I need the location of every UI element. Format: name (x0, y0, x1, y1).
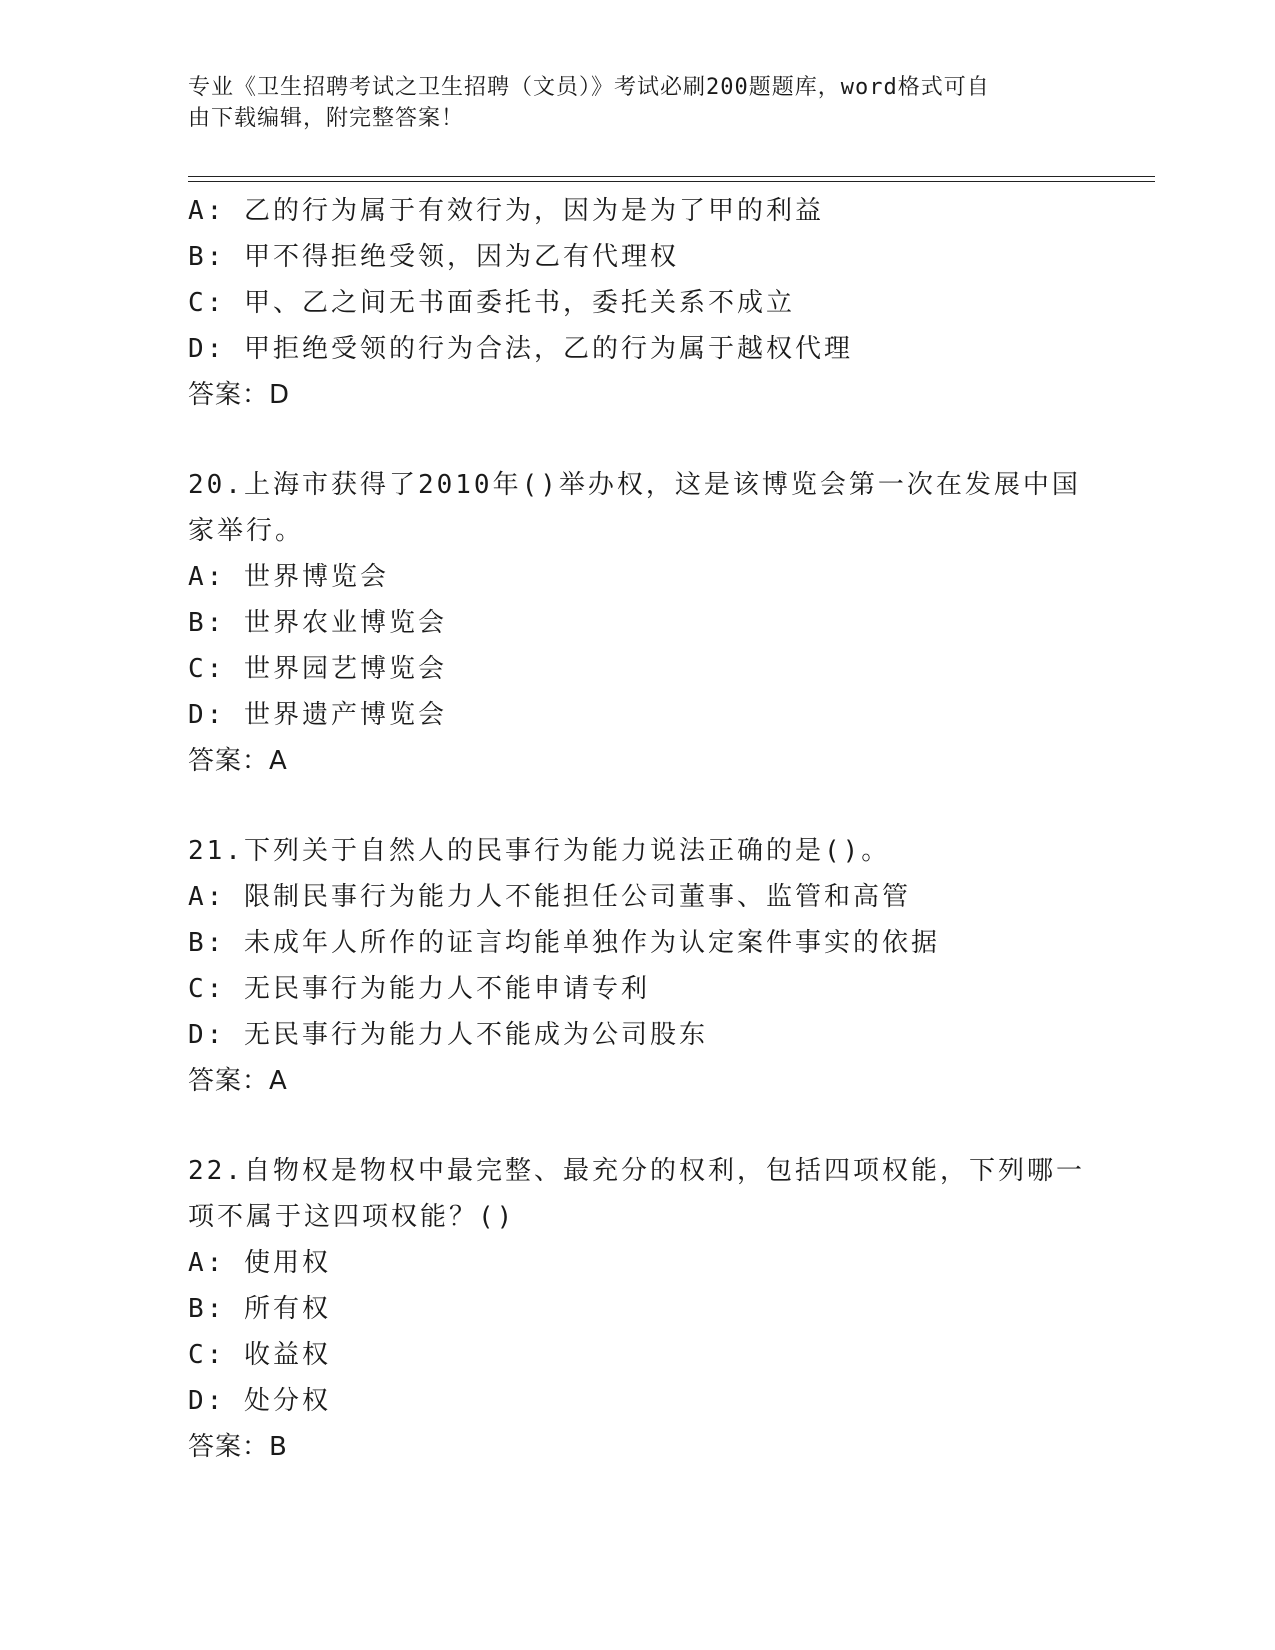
answer-line: 答案：A (188, 746, 288, 776)
answer-line: 答案：B (188, 1432, 288, 1462)
option-a: A: 乙的行为属于有效行为，因为是为了甲的利益 (188, 196, 824, 226)
answer-line: 答案：A (188, 1066, 288, 1096)
question-19-continued (188, 188, 1088, 418)
option-d: D: 处分权 (188, 1386, 331, 1416)
option-b: B: 所有权 (188, 1294, 331, 1324)
option-d: D: 无民事行为能力人不能成为公司股东 (188, 1020, 708, 1050)
question-stem-continued: 家举行。 (188, 516, 305, 546)
question-stem-continued: 项不属于这四项权能？() (188, 1202, 516, 1232)
spacer (188, 784, 1088, 828)
spacer (188, 1104, 1088, 1148)
spacer (188, 418, 1088, 462)
answer-line: 答案：D (188, 380, 291, 410)
question-22 (188, 1148, 1088, 1470)
option-a: A: 使用权 (188, 1248, 331, 1278)
question-stem: 20.上海市获得了2010年()举办权，这是该博览会第一次在发展中国 (188, 470, 1081, 500)
option-c: C: 收益权 (188, 1340, 331, 1370)
header-line-2: 由下载编辑，附完整答案！ (188, 106, 465, 131)
option-a: A: 世界博览会 (188, 562, 389, 592)
question-21 (188, 828, 1088, 1104)
question-stem: 21.下列关于自然人的民事行为能力说法正确的是()。 (188, 836, 891, 866)
option-c: C: 甲、乙之间无书面委托书，委托关系不成立 (188, 288, 795, 318)
option-b: B: 未成年人所作的证言均能单独作为认定案件事实的依据 (188, 928, 940, 958)
header-divider-bottom (188, 181, 1155, 182)
question-stem: 22.自物权是物权中最完整、最充分的权利，包括四项权能，下列哪一 (188, 1156, 1085, 1186)
document-header (188, 72, 1068, 134)
document-body (188, 188, 1088, 1470)
option-d: D: 甲拒绝受领的行为合法，乙的行为属于越权代理 (188, 334, 853, 364)
option-b: B: 甲不得拒绝受领，因为乙有代理权 (188, 242, 679, 272)
option-a: A: 限制民事行为能力人不能担任公司董事、监管和高管 (188, 882, 911, 912)
option-c: C: 世界园艺博览会 (188, 654, 447, 684)
header-line-1: 专业《卫生招聘考试之卫生招聘（文员）》考试必刷200题题库，word格式可自 (188, 75, 990, 100)
option-d: D: 世界遗产博览会 (188, 700, 447, 730)
option-c: C: 无民事行为能力人不能申请专利 (188, 974, 650, 1004)
header-divider-top (188, 176, 1155, 177)
question-20 (188, 462, 1088, 784)
option-b: B: 世界农业博览会 (188, 608, 447, 638)
